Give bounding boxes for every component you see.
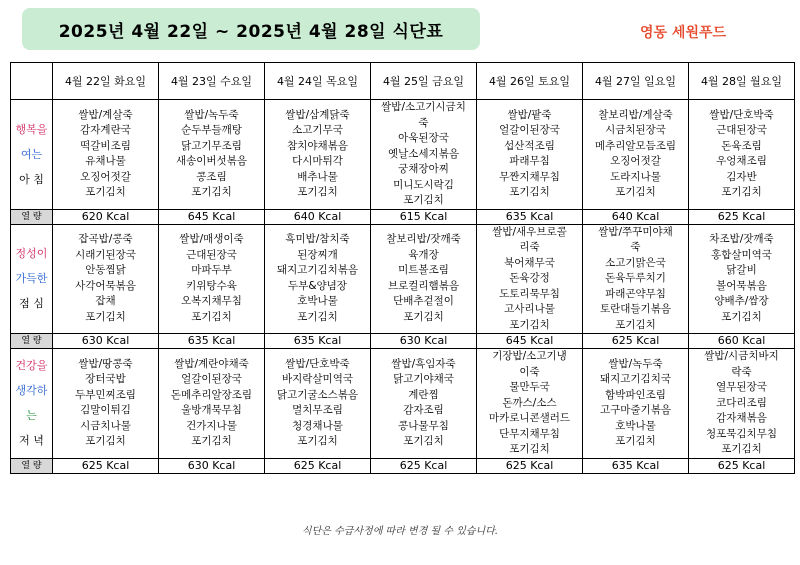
menu-item: 홍합살미역국 (711, 248, 772, 261)
menu-item: 시금치나물 (80, 419, 131, 432)
kcal-value: 645 Kcal (159, 209, 265, 224)
menu-item: 함박파인조림 (605, 388, 666, 401)
menu-item: 돈육강정 (509, 272, 550, 284)
menu-cell (477, 100, 583, 210)
menu-cell (477, 349, 583, 459)
menu-item: 도라지나물 (610, 170, 661, 183)
day-header: 4월 23일 수요일 (159, 63, 265, 100)
menu-item: 파래곤약무침 (605, 287, 666, 300)
menu-item: 찰보리밥/잣깨죽 (386, 233, 461, 246)
menu-item: 고사리나물 (504, 303, 555, 315)
menu-cell (689, 349, 795, 459)
menu-item: 돈육조림 (721, 139, 762, 152)
meal-label-line: 정성이 (15, 247, 48, 261)
menu-item: 찰보리밥/게살죽 (598, 108, 673, 121)
menu-item: 감자조림 (403, 404, 444, 417)
menu-cell (689, 100, 795, 210)
meal-label-line: 점 심 (19, 297, 44, 311)
menu-item: 김말이튀김 (80, 404, 131, 417)
kcal-value: 625 Kcal (371, 458, 477, 473)
menu-item: 코다리조림 (716, 396, 767, 409)
menu-item: 청포묵김치무침 (705, 427, 777, 440)
menu-item: 흑미밥/참치죽 (285, 233, 350, 246)
menu-item: 닭갈비 (726, 264, 757, 277)
kcal-value: 625 Kcal (477, 458, 583, 473)
menu-item: 쌀밥/흑임자죽 (391, 357, 456, 370)
menu-item: 양배추/쌈장 (714, 295, 769, 308)
menu-item: 다시마튀각 (292, 155, 343, 168)
menu-item: 울방개묵무침 (181, 404, 242, 417)
menu-item: 오징어젓갈 (610, 155, 661, 168)
meal-label-line: 가득한 (15, 272, 48, 286)
kcal-value: 635 Kcal (477, 209, 583, 224)
menu-cell (53, 349, 159, 459)
menu-item: 무짠지채무침 (499, 170, 560, 183)
menu-cell (689, 224, 795, 334)
menu-item: 닭고기야채국 (393, 373, 454, 386)
menu-item: 쌀밥/녹두죽 (184, 108, 239, 121)
day-header: 4월 24일 목요일 (265, 63, 371, 100)
menu-item: 쌀밥/쭈꾸미야채 (598, 225, 673, 238)
menu-item: 포기김치 (191, 186, 232, 199)
menu-item: 락죽 (731, 365, 752, 378)
menu-item: 볼어묵볶음 (716, 279, 767, 292)
menu-item: 돼지고기김치국 (599, 373, 671, 386)
menu-cell (53, 224, 159, 334)
kcal-value: 625 Kcal (689, 209, 795, 224)
menu-item: 섭산적조림 (504, 139, 555, 152)
day-header: 4월 28일 월요일 (689, 63, 795, 100)
meal-label-line: 행복을 (15, 122, 48, 136)
menu-item: 콩조림 (196, 170, 227, 183)
menu-item: 유채나물 (85, 155, 126, 168)
menu-item: 죽 (418, 116, 429, 129)
menu-item: 도토리묵무침 (499, 287, 560, 300)
corner-cell (11, 63, 53, 100)
menu-item: 근대된장국 (716, 124, 767, 137)
menu-item: 참치야채볶음 (287, 139, 348, 152)
menu-item: 미트볼조림 (398, 264, 449, 277)
footnote: 식단은 수급사정에 따라 변경 될 수 있습니다. (301, 526, 499, 537)
menu-item: 감자채볶음 (716, 412, 767, 424)
menu-item: 멸치무조림 (292, 404, 343, 417)
weekly-menu-table (10, 62, 795, 474)
menu-item: 얼갈이된장국 (499, 124, 560, 137)
kcal-value: 640 Kcal (583, 209, 689, 224)
day-header: 4월 25일 금요일 (371, 63, 477, 100)
meal-label-line: 아 침 (19, 172, 44, 186)
menu-item: 김자반 (726, 170, 757, 183)
menu-item: 떡갈비조림 (80, 139, 131, 152)
kcal-value: 620 Kcal (53, 209, 159, 224)
menu-item: 잡채 (95, 295, 116, 308)
menu-item: 시금치된장국 (605, 124, 666, 137)
menu-cell (159, 349, 265, 459)
menu-item: 육개장 (408, 248, 439, 261)
kcal-value: 625 Kcal (53, 458, 159, 473)
menu-item: 리죽 (519, 241, 540, 253)
meal-row (11, 224, 795, 334)
meal-row (11, 349, 795, 459)
kcal-value: 625 Kcal (689, 458, 795, 473)
menu-cell (159, 224, 265, 334)
menu-item: 포기김치 (509, 318, 550, 331)
kcal-value: 630 Kcal (53, 334, 159, 349)
menu-item: 장터국밥 (85, 373, 126, 386)
day-header-row (11, 63, 795, 100)
menu-cell (371, 349, 477, 459)
menu-item: 브로컬리햄볶음 (387, 279, 459, 292)
day-header: 4월 26일 토요일 (477, 63, 583, 100)
meal-label-line: 는 (26, 409, 37, 423)
brand-name: 영동 세원푸드 (640, 25, 727, 41)
menu-item: 호박나물 (615, 419, 656, 432)
menu-item: 시래기된장국 (75, 248, 136, 261)
menu-item: 쌀밥/새우브로콜 (492, 225, 567, 238)
menu-item: 메추리알모듬조림 (594, 139, 677, 152)
menu-item: 포기김치 (191, 435, 232, 448)
menu-item: 포기김치 (297, 186, 338, 199)
kcal-label: 열 량 (11, 334, 53, 349)
menu-item: 쌀밥/땅콩죽 (78, 357, 133, 370)
menu-item: 포기김치 (85, 435, 126, 448)
menu-item: 포기김치 (191, 310, 232, 323)
menu-item: 고구마줄기볶음 (599, 404, 671, 417)
meal-label (11, 349, 53, 459)
kcal-value: 660 Kcal (689, 334, 795, 349)
menu-cell (477, 224, 583, 334)
meal-label-line: 여는 (20, 147, 43, 161)
menu-item: 우엉채조림 (716, 155, 767, 168)
menu-item: 포기김치 (615, 186, 656, 199)
menu-item: 포기김치 (721, 310, 762, 323)
kcal-row (11, 209, 795, 224)
menu-item: 포기김치 (615, 435, 656, 448)
menu-item: 닭고기굴소스볶음 (276, 388, 359, 401)
menu-title: 2025년 4월 22일 ~ 2025년 4월 28일 식단표 (22, 8, 480, 50)
menu-item: 포기김치 (403, 194, 444, 206)
menu-item: 근대된장국 (186, 248, 237, 261)
menu-item: 궁채장아찌 (398, 163, 449, 175)
menu-item: 포기김치 (403, 435, 444, 448)
menu-cell (265, 100, 371, 210)
menu-item: 포기김치 (721, 186, 762, 199)
kcal-label: 열 량 (11, 209, 53, 224)
menu-item: 아욱된장국 (398, 132, 449, 144)
menu-item: 단무지채무침 (499, 427, 560, 440)
kcal-value: 630 Kcal (159, 458, 265, 473)
kcal-value: 615 Kcal (371, 209, 477, 224)
menu-item: 쌀밥/삼계닭죽 (285, 108, 350, 121)
menu-item: 옛날소세지볶음 (387, 147, 459, 160)
kcal-value: 625 Kcal (265, 458, 371, 473)
meal-label-line: 저 녁 (19, 434, 44, 448)
menu-item: 순두부들깨탕 (181, 124, 242, 137)
menu-cell (583, 349, 689, 459)
menu-item: 쌀밥/시금치바지 (704, 350, 779, 362)
menu-item: 쌀밥/녹두죽 (608, 357, 663, 370)
menu-item: 안동찜닭 (85, 264, 126, 277)
menu-item: 포기김치 (509, 186, 550, 199)
menu-item: 열무된장국 (716, 381, 767, 393)
meal-row (11, 100, 795, 210)
menu-item: 계란찜 (408, 388, 439, 401)
menu-item: 포기김치 (85, 186, 126, 199)
menu-item: 쌀밥/매생이죽 (179, 233, 244, 246)
menu-item: 콩나물무침 (398, 419, 449, 432)
menu-item: 사각어묵볶음 (75, 279, 136, 292)
menu-cell (371, 100, 477, 210)
menu-item: 토란대들기볶음 (599, 303, 671, 315)
menu-cell (583, 224, 689, 334)
menu-item: 감자계란국 (80, 124, 131, 137)
menu-item: 쌀밥/단호박죽 (285, 357, 350, 370)
meal-label-line: 생각하 (15, 384, 48, 398)
menu-item: 차조밥/잣깨죽 (709, 233, 774, 246)
menu-item: 키위탕수육 (186, 279, 237, 292)
menu-item: 건가지나물 (186, 419, 237, 432)
menu-item: 포기김치 (297, 435, 338, 448)
menu-item: 기장밥/소고기냉 (492, 350, 567, 362)
kcal-value: 645 Kcal (477, 334, 583, 349)
kcal-row (11, 458, 795, 473)
kcal-value: 635 Kcal (583, 458, 689, 473)
menu-item: 된장찌개 (297, 248, 338, 261)
menu-item: 마파두부 (191, 264, 232, 277)
menu-item: 쌀밥/계살죽 (78, 108, 133, 121)
menu-item: 물만두국 (509, 381, 550, 393)
menu-item: 미니도시락김 (393, 178, 454, 191)
day-header: 4월 22일 화요일 (53, 63, 159, 100)
menu-item: 포기김치 (85, 310, 126, 323)
menu-item: 죽 (630, 241, 641, 253)
menu-item: 쌀밥/계란야채죽 (174, 357, 249, 370)
kcal-value: 640 Kcal (265, 209, 371, 224)
menu-item: 포기김치 (509, 443, 550, 455)
kcal-row (11, 334, 795, 349)
meal-label (11, 224, 53, 334)
menu-cell (583, 100, 689, 210)
menu-item: 돈육두루치기 (605, 272, 666, 284)
menu-item: 오복지채무침 (181, 295, 242, 308)
menu-item: 오징어젓갈 (80, 170, 131, 183)
kcal-value: 625 Kcal (583, 334, 689, 349)
menu-item: 단배추겉절이 (393, 295, 454, 308)
menu-item: 돼지고기김치볶음 (276, 264, 359, 277)
menu-item: 포기김치 (721, 443, 762, 455)
menu-item: 배추나물 (297, 170, 338, 183)
menu-item: 쌀밥/단호박죽 (709, 108, 774, 121)
menu-item: 새송이버섯볶음 (175, 155, 247, 168)
menu-cell (53, 100, 159, 210)
kcal-value: 635 Kcal (159, 334, 265, 349)
menu-item: 쌀밥/팥죽 (507, 108, 552, 121)
menu-cell (371, 224, 477, 334)
menu-item: 포기김치 (615, 318, 656, 331)
menu-item: 쌀밥/소고기시금치 (381, 101, 466, 113)
menu-body (11, 100, 795, 474)
menu-item: 소고기무국 (292, 124, 343, 137)
meal-label (11, 100, 53, 210)
menu-cell (265, 349, 371, 459)
menu-item: 포기김치 (403, 310, 444, 323)
menu-item: 두부&양념장 (288, 279, 347, 292)
menu-item: 바지락살미역국 (281, 373, 353, 386)
menu-item: 마카로니콘샐러드 (488, 412, 571, 424)
menu-item: 돈까스/소스 (502, 396, 557, 409)
menu-item: 두부민찌조림 (75, 388, 136, 401)
menu-item: 북어채무국 (504, 256, 555, 269)
kcal-label: 열 량 (11, 458, 53, 473)
menu-item: 닭고기무조림 (181, 139, 242, 152)
menu-item: 소고기맑은국 (605, 256, 666, 269)
menu-item: 청경채나물 (292, 419, 343, 432)
menu-cell (159, 100, 265, 210)
menu-item: 돈메추리알장조림 (170, 388, 253, 401)
kcal-value: 630 Kcal (371, 334, 477, 349)
menu-item: 포기김치 (297, 310, 338, 323)
menu-item: 파래무침 (509, 155, 550, 168)
menu-item: 호박나물 (297, 295, 338, 308)
menu-item: 잡곡밥/콩죽 (78, 233, 133, 246)
menu-item: 이죽 (519, 365, 540, 378)
menu-cell (265, 224, 371, 334)
day-header: 4월 27일 일요일 (583, 63, 689, 100)
menu-item: 얼갈이된장국 (181, 373, 242, 386)
meal-label-line: 건강을 (15, 359, 48, 373)
kcal-value: 635 Kcal (265, 334, 371, 349)
